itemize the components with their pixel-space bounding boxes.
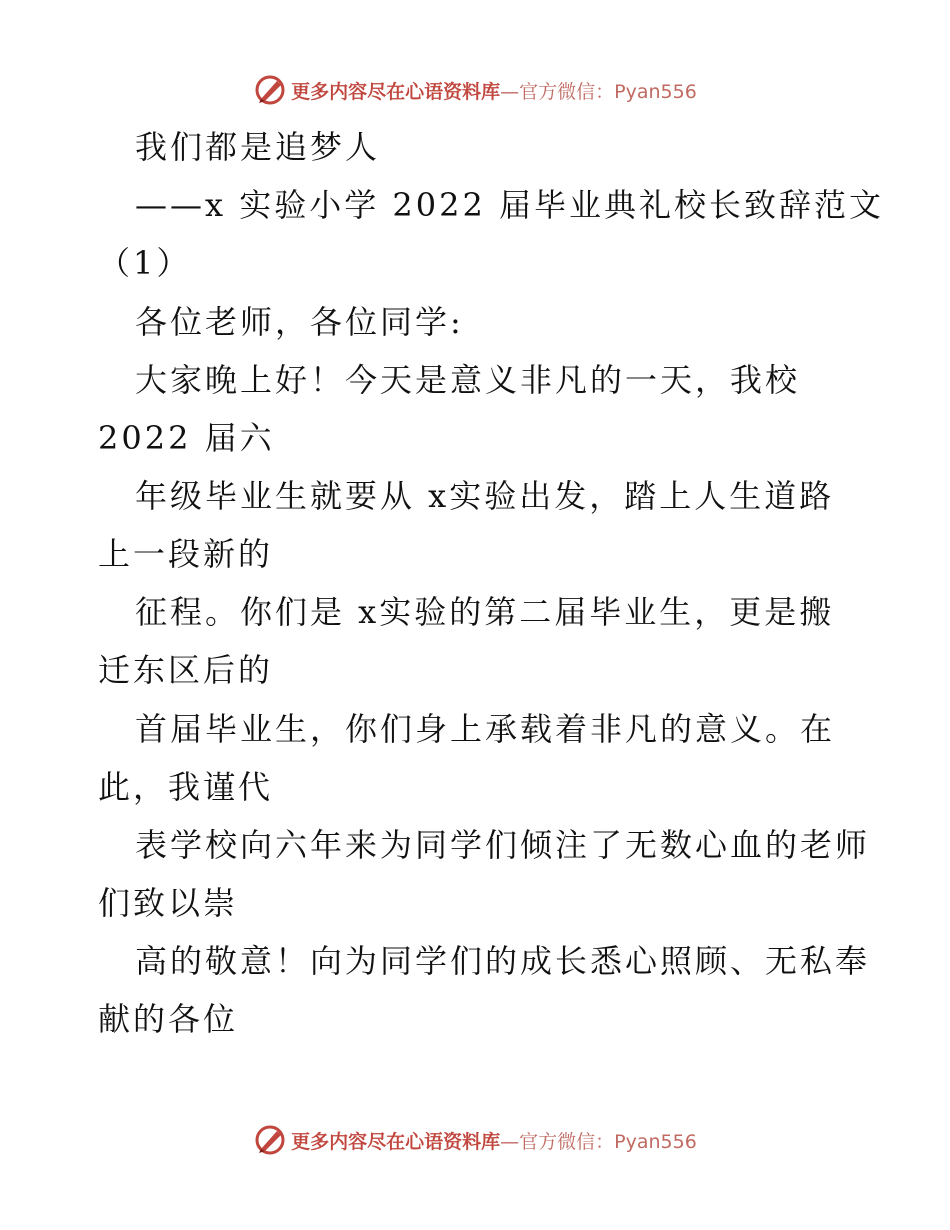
doc-paragraph-line: 迁东区后的 bbox=[98, 651, 274, 689]
doc-paragraph-line: 2022 届六 bbox=[98, 419, 275, 457]
header-banner bbox=[0, 70, 950, 110]
doc-paragraph-line: 此，我谨代 bbox=[98, 768, 274, 806]
doc-paragraph-line: 高的敬意！向为同学们的成长悉心照顾、无私奉 bbox=[135, 942, 871, 980]
doc-title: 我们都是追梦人 bbox=[135, 128, 381, 166]
pen-logo-icon bbox=[253, 1123, 287, 1157]
doc-paragraph-line: 们致以崇 bbox=[98, 884, 239, 922]
doc-paragraph-line: 献的各位 bbox=[98, 1000, 239, 1038]
footer-banner bbox=[0, 1120, 950, 1160]
header-banner-main: 更多内容尽在心语资料库 bbox=[291, 80, 501, 103]
footer-banner-main: 更多内容尽在心语资料库 bbox=[291, 1130, 501, 1153]
doc-paragraph-line: 表学校向六年来为同学们倾注了无数心血的老师 bbox=[135, 826, 871, 864]
doc-subtitle: ——x 实验小学 2022 届毕业典礼校长致辞范文 bbox=[135, 186, 885, 224]
doc-paragraph-line: 年级毕业生就要从 x实验出发，踏上人生道路 bbox=[135, 477, 835, 515]
pen-logo-icon bbox=[253, 73, 287, 107]
header-banner-sub: —官方微信：Pyan556 bbox=[500, 80, 697, 103]
doc-paragraph-line: 大家晚上好！今天是意义非凡的一天，我校 bbox=[135, 361, 801, 399]
doc-paragraph-line: 首届毕业生，你们身上承载着非凡的意义。在 bbox=[135, 710, 836, 748]
doc-paragraph-line: 上一段新的 bbox=[98, 535, 274, 573]
doc-paragraph-line: 征程。你们是 x实验的第二届毕业生，更是搬 bbox=[135, 593, 835, 631]
footer-banner-sub: —官方微信：Pyan556 bbox=[500, 1130, 697, 1153]
doc-subtitle-continued: （1） bbox=[98, 244, 192, 282]
doc-salutation: 各位老师，各位同学: bbox=[135, 303, 464, 341]
